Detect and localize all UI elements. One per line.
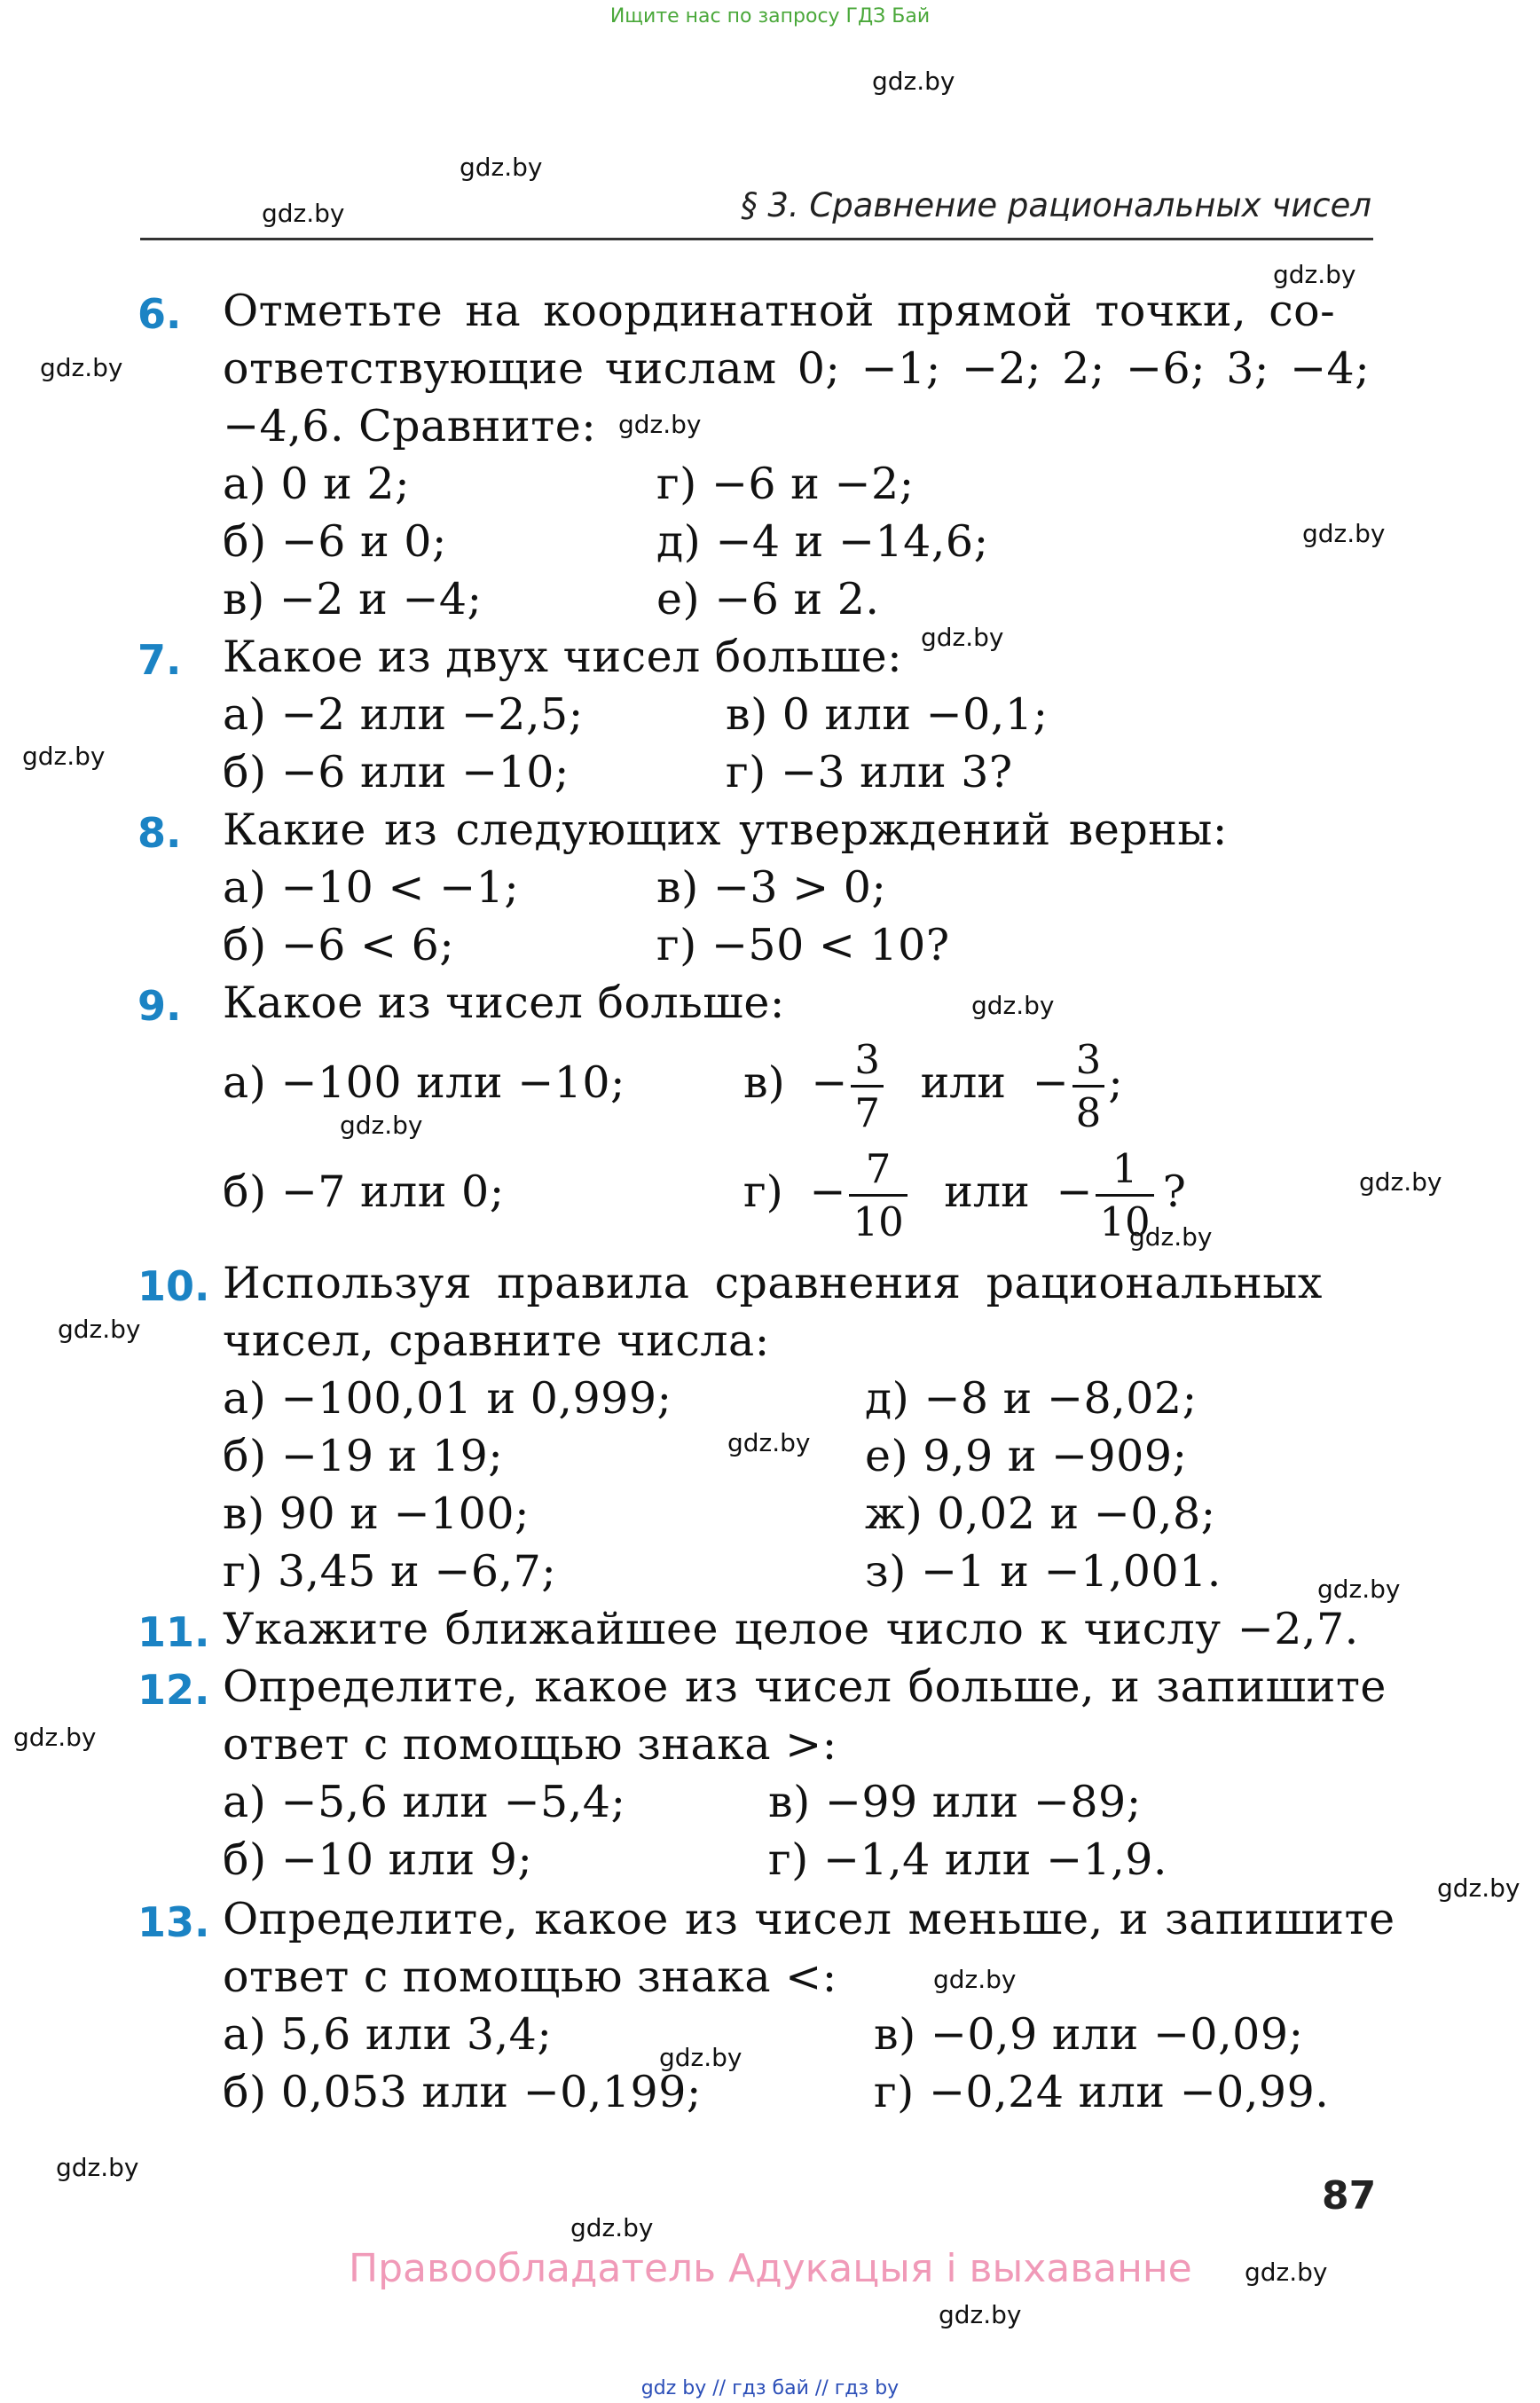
exercise-text-line: Какое из чисел больше: bbox=[223, 978, 785, 1028]
running-header-title: § 3. Сравнение рациональных чисел bbox=[741, 186, 1371, 224]
watermark: gdz.by bbox=[460, 153, 543, 182]
exercise-number: 8. bbox=[138, 809, 182, 857]
exercise-item: г) −1,4 или −1,9. bbox=[768, 1834, 1168, 1885]
exercise-text-line: Укажите ближайшее целое число к числу −2,7. bbox=[223, 1604, 1359, 1654]
page-number: 87 bbox=[1322, 2173, 1377, 2218]
exercise-item: з) −1 и −1,001. bbox=[865, 1546, 1222, 1597]
punctuation: ; bbox=[1108, 1057, 1123, 1108]
watermark: gdz.by bbox=[1129, 1222, 1213, 1252]
watermark: gdz.by bbox=[1437, 1873, 1520, 1903]
exercise-item: в) −0,9 или −0,09; bbox=[874, 2009, 1304, 2060]
watermark: gdz.by bbox=[1359, 1167, 1442, 1197]
exercise-text-line: Определите, какое из чисел больше, и запишите bbox=[223, 1661, 1387, 1712]
exercise-text-line: Какое из двух чисел больше: bbox=[223, 632, 903, 682]
watermark: gdz.by bbox=[971, 991, 1055, 1020]
fraction bbox=[851, 1036, 884, 1136]
exercise-item: б) 0,053 или −0,199; bbox=[223, 2067, 702, 2117]
exercise-item: б) −6 или −10; bbox=[223, 747, 570, 797]
exercise-number: 11. bbox=[138, 1608, 210, 1656]
exercise-item: а) 5,6 или 3,4; bbox=[223, 2009, 553, 2060]
exercise-text-line: −4,6. Сравните: bbox=[223, 401, 597, 452]
exercise-item: а) −10 < −1; bbox=[223, 862, 520, 913]
footer-separator: // bbox=[712, 2377, 727, 2399]
exercise-text-line: ответ с помощью знака <: bbox=[223, 1951, 837, 2002]
exercise-item: в) 0 или −0,1; bbox=[726, 689, 1049, 740]
exercise-item: в) −99 или −89; bbox=[768, 1777, 1142, 1827]
watermark: gdz.by bbox=[1317, 1575, 1401, 1604]
exercise-item: в) −3 > 0; bbox=[656, 862, 887, 913]
exercise-number: 13. bbox=[138, 1898, 210, 1946]
watermark: gdz.by bbox=[56, 2153, 139, 2182]
minus-sign: − bbox=[1056, 1166, 1093, 1217]
copyright-notice: Правообладатель Адукацыя і выхаванне bbox=[349, 2246, 1192, 2291]
watermark: gdz.by bbox=[659, 2043, 742, 2072]
watermark: gdz.by bbox=[570, 2213, 654, 2242]
exercise-text-line: ответ с помощью знака >: bbox=[223, 1719, 837, 1770]
watermark: gdz.by bbox=[727, 1428, 811, 1457]
watermark: gdz.by bbox=[933, 1965, 1017, 1994]
watermark: gdz.by bbox=[1302, 519, 1386, 548]
watermark: gdz.by bbox=[872, 67, 955, 96]
denominator: 10 bbox=[852, 1198, 904, 1245]
punctuation: ? bbox=[1162, 1166, 1186, 1217]
exercise-item: б) −7 или 0; bbox=[223, 1166, 505, 1217]
item-label: в) bbox=[743, 1057, 785, 1108]
exercise-item: а) −100,01 и 0,999; bbox=[223, 1373, 672, 1424]
exercise-item: в) 90 и −100; bbox=[223, 1488, 530, 1539]
watermark: gdz.by bbox=[40, 353, 123, 382]
exercise-item: б) −10 или 9; bbox=[223, 1834, 533, 1885]
exercise-item: г) −0,24 или −0,99. bbox=[874, 2067, 1330, 2117]
exercise-item: д) −4 и −14,6; bbox=[656, 516, 989, 567]
footer-link[interactable]: гдз бай bbox=[732, 2377, 809, 2399]
footer-link[interactable]: гдз by bbox=[834, 2377, 900, 2399]
exercise-item: г) 3,45 и −6,7; bbox=[223, 1546, 557, 1597]
denominator: 7 bbox=[854, 1089, 880, 1136]
header-rule bbox=[140, 238, 1373, 240]
exercise-item: а) −2 или −2,5; bbox=[223, 689, 584, 740]
footer-separator: // bbox=[814, 2377, 829, 2399]
exercise-item: г) −3 или 3? bbox=[726, 747, 1013, 797]
numerator: 3 bbox=[851, 1040, 884, 1088]
minus-sign: − bbox=[1032, 1057, 1069, 1108]
exercise-number: 9. bbox=[138, 982, 182, 1030]
exercise-item: г) −50 < 10? bbox=[656, 920, 950, 970]
exercise-number: 6. bbox=[138, 290, 182, 338]
watermark: gdz.by bbox=[1273, 260, 1356, 289]
exercise-item: б) −19 и 19; bbox=[223, 1431, 504, 1481]
or-word: или bbox=[944, 1166, 1030, 1217]
exercise-item: в) −2 и −4; bbox=[223, 574, 483, 624]
or-word: или bbox=[920, 1057, 1007, 1108]
exercise-item: а) 0 и 2; bbox=[223, 459, 411, 509]
exercise-text-line: Отметьте на координатной прямой точки, со- bbox=[223, 286, 1336, 336]
watermark: gdz.by bbox=[58, 1315, 141, 1344]
watermark: gdz.by bbox=[340, 1111, 423, 1140]
watermark: gdz.by bbox=[618, 410, 702, 439]
watermark: gdz.by bbox=[22, 742, 106, 771]
exercise-item: д) −8 и −8,02; bbox=[865, 1373, 1198, 1424]
watermark: gdz.by bbox=[1245, 2258, 1328, 2287]
fraction bbox=[1072, 1036, 1105, 1136]
exercise-number: 10. bbox=[138, 1262, 210, 1310]
denominator: 8 bbox=[1075, 1089, 1102, 1136]
exercise-text-line: чисел, сравните числа: bbox=[223, 1315, 770, 1366]
watermark: gdz.by bbox=[921, 623, 1004, 652]
numerator: 1 bbox=[1096, 1149, 1153, 1197]
footer-links bbox=[0, 2377, 1540, 2399]
exercise-item: б) −6 < 6; bbox=[223, 920, 455, 970]
exercise-text-line: ответствующие числам 0; −1; −2; 2; −6; 3; −4; bbox=[223, 343, 1371, 394]
fraction bbox=[1096, 1145, 1153, 1245]
exercise-item: г) −6 и −2; bbox=[656, 459, 915, 509]
top-banner: Ищите нас по запросу ГДЗ Бай bbox=[609, 5, 931, 27]
exercise-item: е) 9,9 и −909; bbox=[865, 1431, 1188, 1481]
footer-link[interactable]: gdz by bbox=[640, 2377, 707, 2399]
exercise-number: 7. bbox=[138, 636, 182, 684]
exercise-item: а) −5,6 или −5,4; bbox=[223, 1777, 626, 1827]
exercise-item: а) −100 или −10; bbox=[223, 1057, 626, 1108]
numerator: 7 bbox=[849, 1149, 907, 1197]
minus-sign: − bbox=[809, 1166, 846, 1217]
item-label: г) bbox=[743, 1166, 783, 1217]
minus-sign: − bbox=[811, 1057, 848, 1108]
exercise-item: б) −6 и 0; bbox=[223, 516, 447, 567]
denominator: 10 bbox=[1099, 1198, 1151, 1245]
watermark: gdz.by bbox=[939, 2300, 1022, 2329]
numerator: 3 bbox=[1072, 1040, 1105, 1088]
exercise-number: 12. bbox=[138, 1666, 210, 1714]
exercise-item: е) −6 и 2. bbox=[656, 574, 880, 624]
fraction bbox=[849, 1145, 907, 1245]
exercise-text-line: Определите, какое из чисел меньше, и запишите bbox=[223, 1894, 1395, 1944]
exercise-text-line: Какие из следующих утверждений верны: bbox=[223, 805, 1228, 855]
watermark: gdz.by bbox=[262, 199, 345, 228]
fraction-comparison bbox=[743, 1036, 1123, 1136]
watermark: gdz.by bbox=[13, 1723, 97, 1752]
exercise-text-line: Используя правила сравнения рациональных bbox=[223, 1258, 1323, 1308]
exercise-item: ж) 0,02 и −0,8; bbox=[865, 1488, 1216, 1539]
